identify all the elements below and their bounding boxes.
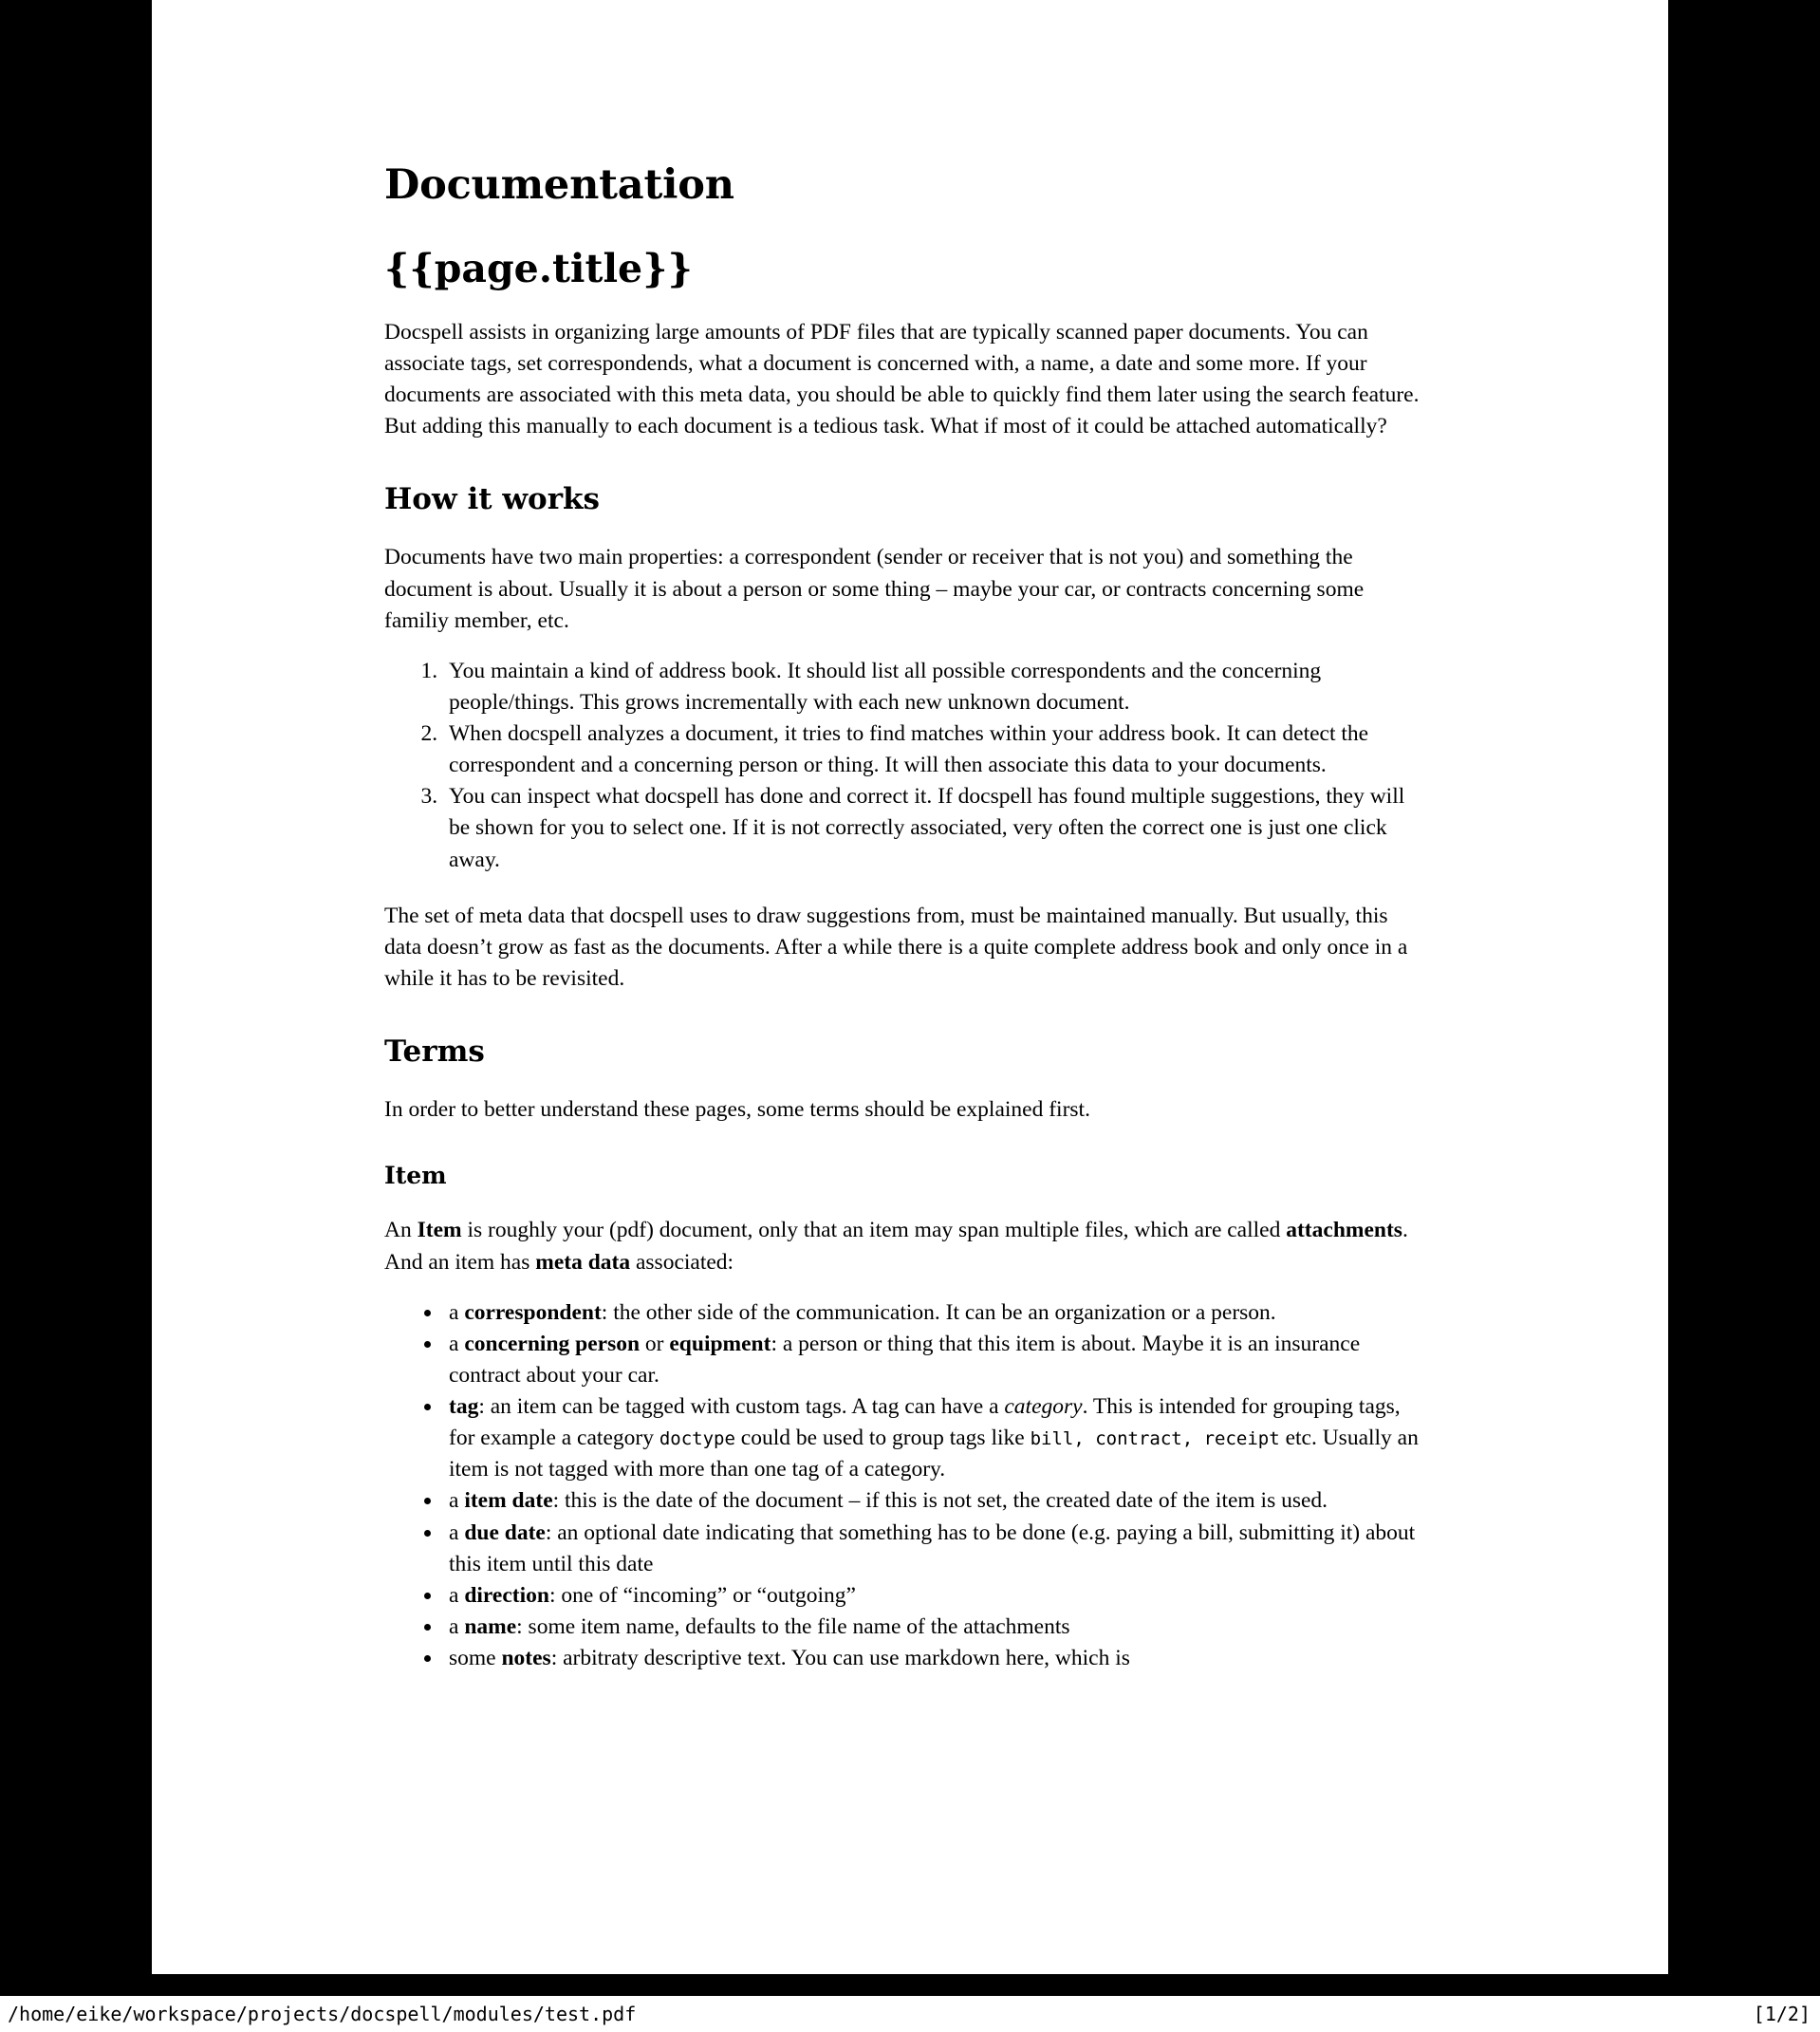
bullet-pre: a [449,1519,465,1545]
section-heading-how-it-works: How it works [384,482,600,517]
status-file-path: /home/eike/workspace/projects/docspell/modules/test.pdf [8,2003,637,2025]
bullet-pre: a [449,1613,465,1639]
list-item: 2. When docspell analyzes a document, it tries to find matches within your address book. It can detect the correspondent and a concerning person or thing. It will then associate this data to your documents. [443,718,1428,781]
item-metadata-list [384,1297,1428,1675]
section-heading-terms: Terms [384,1035,485,1070]
bullet-term: item date [464,1488,553,1514]
bullet-post: : one of “incoming” or “outgoing” [548,1582,856,1608]
how-it-works-paragraph: Documents have two main properties: a correspondent (sender or receiver that is not you) and something the document is about. Usually it is about a person or some thing – maybe your car, or contracts concerning some familiy member, etc. [384,545,1365,633]
bullet-term-2: equipment [669,1331,771,1356]
pdf-page [152,0,1668,1974]
status-page-indicator: [1/2] [1753,2003,1811,2025]
bullet-pre: a [449,1331,465,1356]
item-paragraph-part-4: associated: [630,1249,734,1275]
bullet-term: tag [449,1394,479,1420]
bullet-mid: or [640,1331,670,1356]
list-item [443,1391,1428,1485]
bullet-term: name [464,1613,517,1639]
intro-paragraph: Docspell assists in organizing large amounts of PDF files that are typically scanned paper documents. You can associate tags, set correspondends, what a document is concerned with, a name, a date and some more. If your documents are associated with this meta data, you should be able to quickly find them later using the search feature. But adding this manually to each document is a tedious task. What if most of it could be attached automatically? [384,319,1420,439]
list-item: 1. You maintain a kind of address book. It should list all possible correspondents and the concerning people/things. This grows incrementally with each new unknown document. [443,656,1428,718]
subsection-heading-item: Item [384,1162,447,1190]
list-item: 3. You can inspect what docspell has done and correct it. If docspell has found multiple suggestions, they will be shown for you to select one. If it is not correctly associated, very often the correct one is just one click away. [443,781,1428,875]
list-item [443,1518,1428,1580]
item-paragraph-part-3: . And an item has [384,1218,1408,1275]
item-paragraph-part-1: An [384,1218,418,1243]
bullet-italic-category: category [1004,1394,1083,1420]
item-paragraph-bold-metadata: meta data [535,1249,631,1275]
list-item [443,1643,1428,1674]
page-title: Documentation [384,161,734,209]
list-item [443,1485,1428,1517]
bullet-post: : an optional date indicating that something has to be done (e.g. paying a bill, submitting it) about this item until this date [449,1519,1416,1576]
bullet-post: : this is the date of the document – if this is not set, the created date of the item is used. [552,1488,1328,1514]
bullet-post: : the other side of the communication. It can be an organization or a person. [601,1299,1276,1325]
bullet-post: : some item name, defaults to the file name of the attachments [516,1613,1070,1639]
bullet-term: direction [464,1582,549,1608]
bullet-post: : arbitraty descriptive text. You can use markdown here, which is [550,1646,1130,1671]
bullet-pre: a [449,1582,465,1608]
item-paragraph-part-2: is roughly your (pdf) document, only that an item may span multiple files, which are called [461,1218,1287,1243]
list-item [443,1329,1428,1391]
item-paragraph-bold-item: Item [417,1218,462,1243]
list-item [443,1580,1428,1612]
page-subtitle: {{page.title}} [384,245,693,291]
bullet-term: concerning person [464,1331,641,1356]
bullet-post-b: . This is intended for grouping tags, for example a category [449,1394,1401,1451]
item-paragraph [384,1215,1428,1277]
list-item [443,1612,1428,1643]
bullet-post-a: : an item can be tagged with custom tags. A tag can have a [478,1394,1005,1420]
bullet-post-c: could be used to group tags like [734,1426,1031,1451]
status-bar [0,1996,1820,2032]
bullet-term: notes [501,1646,551,1671]
bullet-post-d: etc. Usually an item is not tagged with more than one tag of a category. [449,1426,1419,1482]
how-it-works-steps [384,656,1428,876]
how-it-works-closing-paragraph: The set of meta data that docspell uses to draw suggestions from, must be maintained manually. But usually, this data doesn’t grow as fast as the documents. After a while there is a quite complete address book and only once in a while it has to be revisited. [384,903,1408,991]
item-paragraph-bold-attachments: attachments [1286,1218,1402,1243]
bullet-pre: some [449,1646,502,1671]
bullet-term: due date [464,1519,546,1545]
list-item [443,1297,1428,1329]
bullet-pre: a [449,1299,465,1325]
bullet-post: : a person or thing that this item is about. Maybe it is an insurance contract about your car. [449,1331,1361,1388]
terms-paragraph: In order to better understand these pages, some terms should be explained first. [384,1097,1090,1123]
bullet-code-tags: bill, contract, receipt [1030,1428,1280,1450]
bullet-pre: a [449,1488,465,1514]
page-content [384,114,1428,1674]
bullet-term: correspondent [464,1299,602,1325]
bullet-code-doctype: doctype [659,1428,735,1450]
